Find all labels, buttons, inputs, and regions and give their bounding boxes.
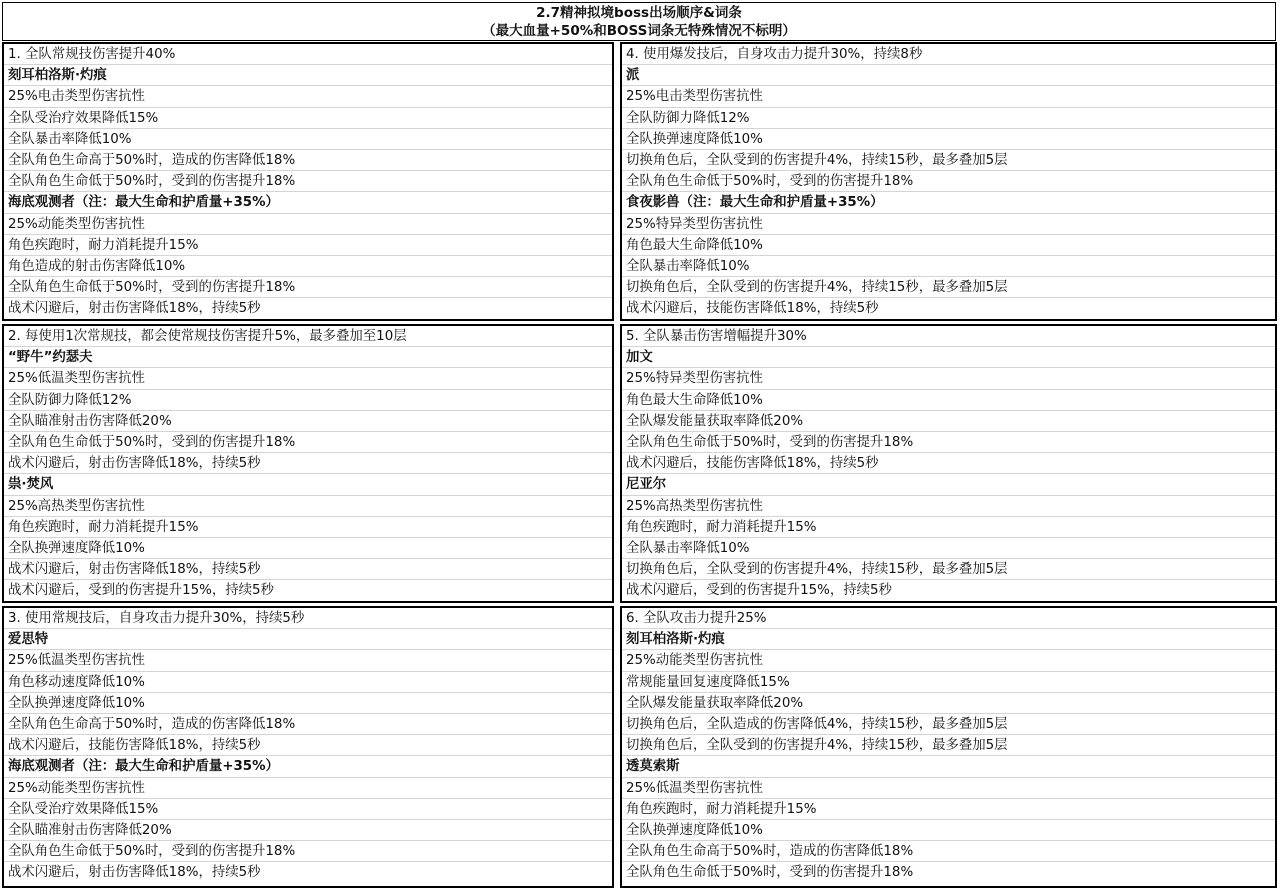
affix-row: 常规能量回复速度降低15% — [622, 672, 1275, 693]
boss-name: 刻耳柏洛斯·灼痕 — [622, 629, 1275, 650]
affix-row: 战术闪避后，射击伤害降低18%，持续5秒 — [8, 301, 261, 317]
affix-row: 战术闪避后，射击伤害降低18%，持续5秒 — [8, 865, 261, 881]
affix-row: 全队角色生命低于50%时，受到的伤害提升18% — [4, 171, 612, 192]
affix-row: 全队角色生命低于50%时，受到的伤害提升18% — [4, 841, 612, 862]
affix-row: 角色疾跑时，耐力消耗提升15% — [4, 517, 612, 538]
affix-row: 全队暴击率降低10% — [622, 256, 1275, 277]
affix-row: 25%低温类型伤害抗性 — [622, 778, 1275, 799]
boss-name: 派 — [622, 65, 1275, 86]
stage-buff: 6. 全队攻击力提升25% — [622, 608, 1275, 629]
affix-row: 全队受治疗效果降低15% — [4, 799, 612, 820]
affix-row: 全队角色生命低于50%时，受到的伤害提升18% — [622, 432, 1275, 453]
affix-row: 全队防御力降低12% — [622, 108, 1275, 129]
affix-row: 25%动能类型伤害抗性 — [4, 214, 612, 235]
affix-row: 全队暴击率降低10% — [622, 538, 1275, 559]
page-title: 2.7精神拟境boss出场顺序&词条 — [536, 5, 742, 21]
affix-row: 25%电击类型伤害抗性 — [622, 86, 1275, 107]
affix-row: 角色最大生命降低10% — [622, 235, 1275, 256]
affix-row: 全队瞄准射击伤害降低20% — [4, 411, 612, 432]
affix-row: 25%电击类型伤害抗性 — [4, 86, 612, 107]
affix-row: 全队爆发能量获取率降低20% — [622, 693, 1275, 714]
affix-row: 全队受治疗效果降低15% — [4, 108, 612, 129]
affix-row: 全队角色生命高于50%时，造成的伤害降低18% — [4, 714, 612, 735]
affix-row: 25%动能类型伤害抗性 — [622, 650, 1275, 671]
stage-panel-6 — [620, 606, 1277, 888]
stage-buff: 5. 全队暴击伤害增幅提升30% — [622, 326, 1275, 347]
affix-row: 角色疾跑时，耐力消耗提升15% — [622, 799, 1275, 820]
affix-row: 25%高热类型伤害抗性 — [622, 496, 1275, 517]
affix-row: 角色最大生命降低10% — [622, 390, 1275, 411]
affix-row: 角色移动速度降低10% — [4, 672, 612, 693]
stage-panel-1 — [2, 42, 614, 321]
stage-panel-2 — [2, 324, 614, 603]
stage-buff: 4. 使用爆发技后，自身攻击力提升30%，持续8秒 — [622, 44, 1275, 65]
affix-row: 切换角色后，全队造成的伤害降低4%，持续15秒，最多叠加5层 — [622, 714, 1275, 735]
stage-panel-5 — [620, 324, 1277, 603]
affix-row: 全队防御力降低12% — [4, 390, 612, 411]
affix-row: 25%特异类型伤害抗性 — [622, 214, 1275, 235]
affix-row: 全队瞄准射击伤害降低20% — [4, 820, 612, 841]
affix-row: 全队爆发能量获取率降低20% — [622, 411, 1275, 432]
boss-name: 透莫索斯 — [622, 756, 1275, 777]
affix-row: 全队角色生命低于50%时，受到的伤害提升18% — [626, 865, 914, 881]
stage-buff: 2. 每使用1次常规技，都会使常规技伤害提升5%，最多叠加至10层 — [4, 326, 612, 347]
affix-row: 切换角色后，全队受到的伤害提升4%，持续15秒，最多叠加5层 — [622, 559, 1275, 580]
affix-row: 战术闪避后，技能伤害降低18%，持续5秒 — [4, 735, 612, 756]
affix-row: 25%低温类型伤害抗性 — [4, 368, 612, 389]
affix-row: 25%动能类型伤害抗性 — [4, 778, 612, 799]
affix-row: 全队角色生命高于50%时，造成的伤害降低18% — [622, 841, 1275, 862]
boss-name: 海底观测者（注：最大生命和护盾量+35%） — [4, 756, 612, 777]
boss-name: 海底观测者（注：最大生命和护盾量+35%） — [4, 192, 612, 213]
boss-name: 爱思特 — [4, 629, 612, 650]
boss-name: 祟·焚风 — [4, 474, 612, 495]
boss-name: 刻耳柏洛斯·灼痕 — [4, 65, 612, 86]
affix-row: 全队换弹速度降低10% — [622, 820, 1275, 841]
boss-name: 加文 — [622, 347, 1275, 368]
affix-row: 战术闪避后，射击伤害降低18%，持续5秒 — [4, 559, 612, 580]
page-subtitle: （最大血量+50%和BOSS词条无特殊情况不标明） — [482, 23, 796, 39]
affix-row: 角色造成的射击伤害降低10% — [4, 256, 612, 277]
affix-row: 25%高热类型伤害抗性 — [4, 496, 612, 517]
affix-row: 全队换弹速度降低10% — [4, 693, 612, 714]
affix-row: 战术闪避后，技能伤害降低18%，持续5秒 — [626, 301, 879, 317]
affix-row: 角色疾跑时，耐力消耗提升15% — [622, 517, 1275, 538]
affix-row: 切换角色后，全队受到的伤害提升4%，持续15秒，最多叠加5层 — [622, 277, 1275, 298]
affix-row: 战术闪避后，技能伤害降低18%，持续5秒 — [622, 453, 1275, 474]
affix-row: 全队暴击率降低10% — [4, 129, 612, 150]
affix-row: 全队换弹速度降低10% — [4, 538, 612, 559]
stage-buff: 3. 使用常规技后，自身攻击力提升30%，持续5秒 — [4, 608, 612, 629]
affix-row: 全队角色生命低于50%时，受到的伤害提升18% — [4, 277, 612, 298]
affix-row: 战术闪避后，射击伤害降低18%，持续5秒 — [4, 453, 612, 474]
affix-row: 全队角色生命高于50%时，造成的伤害降低18% — [4, 150, 612, 171]
affix-row: 全队角色生命低于50%时，受到的伤害提升18% — [622, 171, 1275, 192]
boss-name: “野牛”约瑟夫 — [4, 347, 612, 368]
affix-row: 战术闪避后，受到的伤害提升15%，持续5秒 — [8, 583, 274, 599]
stage-panel-3 — [2, 606, 614, 888]
boss-name: 尼亚尔 — [622, 474, 1275, 495]
affix-row: 全队角色生命低于50%时，受到的伤害提升18% — [4, 432, 612, 453]
stage-panel-4 — [620, 42, 1277, 321]
boss-name: 食夜影兽（注：最大生命和护盾量+35%） — [622, 192, 1275, 213]
affix-row: 战术闪避后，受到的伤害提升15%，持续5秒 — [626, 583, 892, 599]
stage-buff: 1. 全队常规技伤害提升40% — [4, 44, 612, 65]
affix-row: 切换角色后，全队受到的伤害提升4%，持续15秒，最多叠加5层 — [622, 150, 1275, 171]
table-header — [2, 2, 1276, 41]
affix-row: 25%特异类型伤害抗性 — [622, 368, 1275, 389]
affix-row: 全队换弹速度降低10% — [622, 129, 1275, 150]
affix-row: 切换角色后，全队受到的伤害提升4%，持续15秒，最多叠加5层 — [622, 735, 1275, 756]
affix-row: 角色疾跑时，耐力消耗提升15% — [4, 235, 612, 256]
affix-row: 25%低温类型伤害抗性 — [4, 650, 612, 671]
